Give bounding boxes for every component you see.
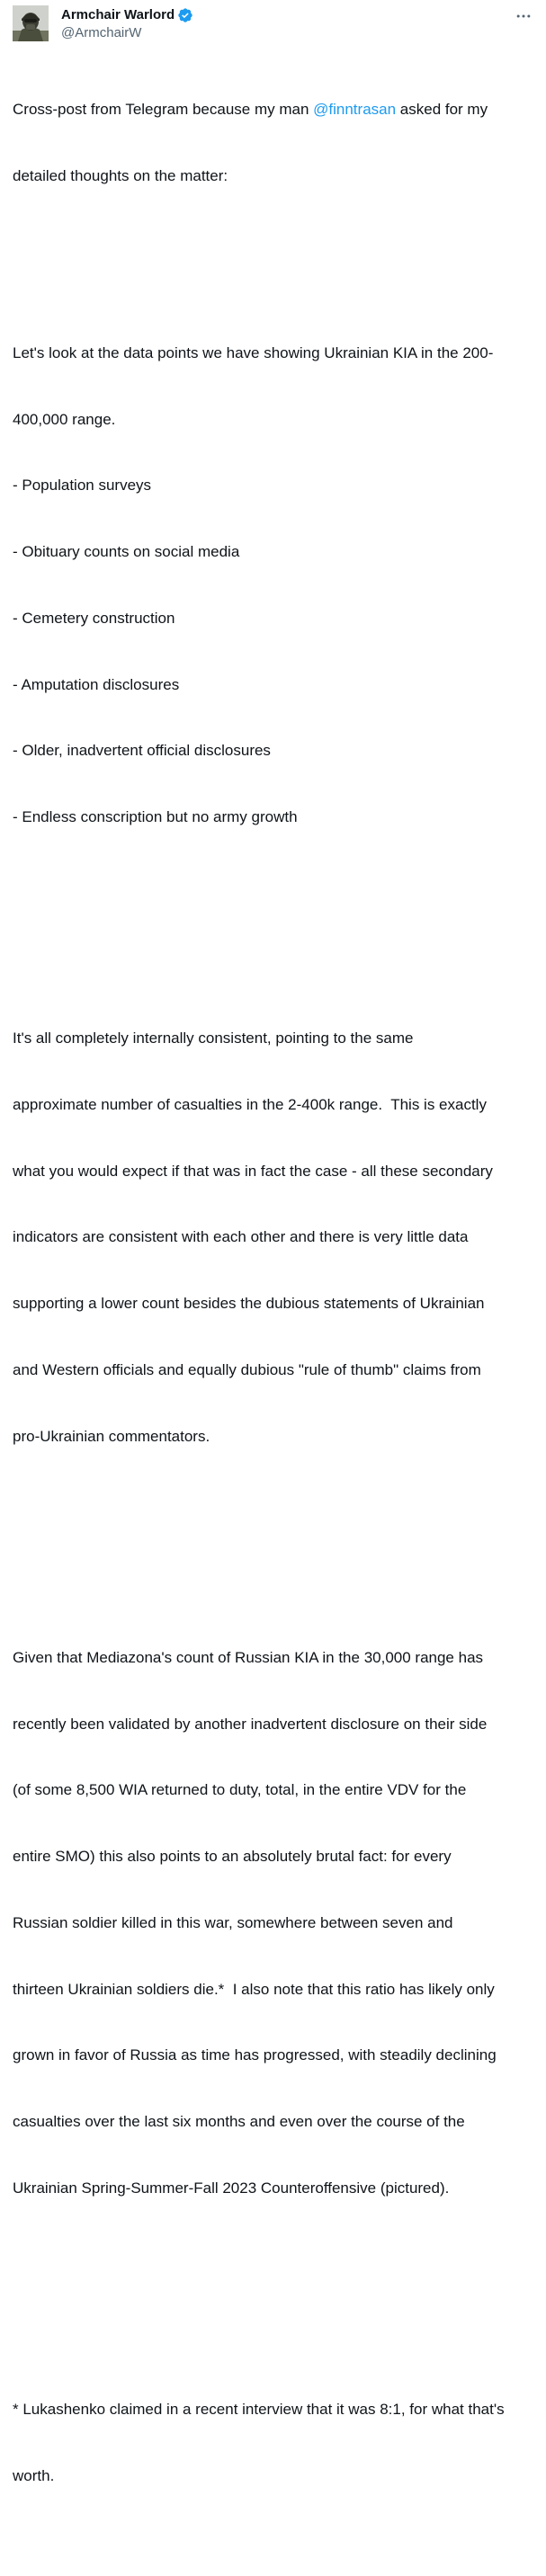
avatar-soldier-image [13,5,49,41]
paragraph-ratio [13,1603,534,2244]
text-line: recently been validated by another inadvertent disclosure on their side [13,1715,488,1733]
text-line: entire SMO) this also points to an absolutely brutal fact: for every [13,1848,452,1866]
author-display-name[interactable]: Armchair Warlord [61,7,175,22]
verified-badge-icon [177,7,193,23]
list-item: - Amputation disclosures [13,675,180,693]
text-line: casualties over the last six months and even over the course of the [13,2113,465,2131]
text-line: and Western officials and equally dubious "rule of thumb" claims from [13,1361,481,1379]
text-line: supporting a lower count besides the dubious statements of Ukrainian [13,1295,485,1313]
list-item: - Population surveys [13,477,152,495]
author-handle[interactable]: @ArmchairW [61,25,142,40]
text-line: pro-Ukrainian commentators. [13,1427,210,1445]
text-line: indicators are consistent with each other and there is very little data [13,1228,469,1246]
text-line: worth. [13,2466,55,2484]
paragraph-data-points [13,299,534,873]
list-item: - Older, inadvertent official disclosures [13,742,271,760]
text-line: Let's look at the data points we have showing Ukrainian KIA in the 200- [13,343,494,361]
text-line: Ukrainian Spring-Summer-Fall 2023 Counteroffensive (pictured). [13,2179,450,2197]
text-line: Russian soldier killed in this war, somewhere between seven and [13,1913,453,1931]
author-name-row [61,7,193,23]
tweet-text [13,55,534,2576]
mention-link[interactable]: @finntrasan [313,101,397,119]
more-horizontal-icon [515,7,533,25]
text-line: approximate number of casualties in the 2-400k range. This is exactly [13,1095,487,1113]
intro-line-2: detailed thoughts on the matter: [13,166,228,184]
list-item: - Endless conscription but no army growth [13,808,298,826]
paragraph-footnote [13,2355,534,2532]
text-line: (of some 8,500 WIA returned to duty, total, in the entire VDV for the [13,1781,467,1799]
text-line: It's all completely internally consistent, pointing to the same [13,1030,414,1047]
text-line: thirteen Ukrainian soldiers die.* I also note that this ratio has likely only [13,1980,495,1998]
text-line: Given that Mediazona's count of Russian KIA in the 30,000 range has [13,1648,484,1666]
text-line: 400,000 range. [13,410,116,428]
tweet-header [13,5,534,41]
list-item: - Cemetery construction [13,609,175,627]
intro-line-1: Cross-post from Telegram because my man @finntrasan asked for my [13,101,488,119]
avatar[interactable] [13,5,49,41]
text-line: what you would expect if that was in fact the case - all these secondary [13,1162,493,1180]
more-options-button[interactable] [513,5,534,27]
text-line: grown in favor of Russia as time has progressed, with steadily declining [13,2046,497,2064]
text-line: * Lukashenko claimed in a recent interview that it was 8:1, for what that's [13,2400,505,2418]
list-item: - Obituary counts on social media [13,543,240,561]
paragraph-consistency [13,984,534,1493]
